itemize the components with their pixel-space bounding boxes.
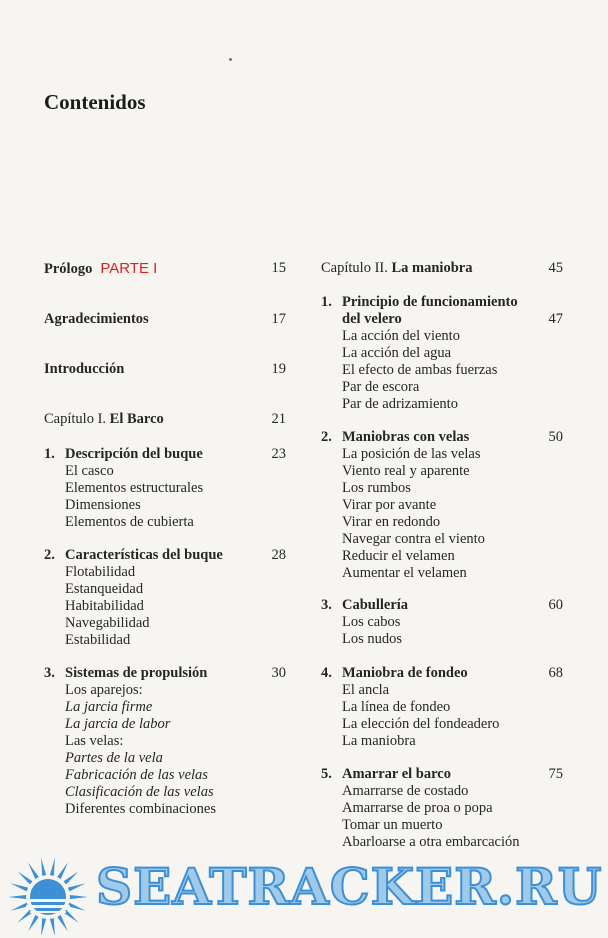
toc-entry	[44, 547, 286, 649]
subsection-item: Navegabilidad	[65, 615, 150, 631]
section-heading	[321, 429, 563, 446]
section-title: Características del buque	[65, 547, 223, 563]
subsection-item: Flotabilidad	[65, 564, 136, 580]
subsection-item: La elección del fondeadero	[342, 716, 500, 732]
subsection-item: Elementos de cubierta	[65, 514, 194, 530]
section-number: 3.	[321, 597, 332, 613]
section-number: 2.	[321, 429, 332, 445]
toc-entry	[44, 311, 286, 328]
sun-ray	[68, 883, 86, 891]
page-number: 30	[271, 665, 286, 681]
section-number: 3.	[44, 665, 55, 681]
section-number: 2.	[44, 547, 55, 563]
watermark	[0, 843, 608, 938]
subsection-item: Par de adrizamiento	[342, 396, 458, 412]
section-title: Sistemas de propulsión	[65, 665, 208, 681]
section-heading	[321, 294, 563, 311]
subsection-item: Dimensiones	[65, 497, 141, 513]
section-title: Cabullería	[342, 597, 409, 613]
subsection-item: Clasificación de las velas	[65, 784, 214, 800]
section-number: 1.	[44, 446, 55, 462]
subsection-item: Reducir el velamen	[342, 548, 455, 564]
subsection-item: Estanqueidad	[65, 581, 144, 597]
subsection-item: Aumentar el velamen	[342, 565, 467, 581]
section-heading	[321, 665, 563, 682]
chapter-heading	[44, 411, 286, 428]
sun-ray	[10, 883, 28, 891]
watermark-text: SEATRACKER.RU	[96, 857, 603, 916]
page-number: 60	[548, 597, 563, 613]
subsection-item: La acción del agua	[342, 345, 452, 361]
toc-entry	[44, 411, 286, 428]
toc-entry	[321, 429, 563, 582]
toc-entry	[321, 260, 563, 277]
toc-entry	[321, 665, 563, 750]
section-title: Principio de funcionamiento	[342, 294, 518, 310]
sun-ray	[8, 895, 26, 899]
section-heading	[321, 311, 563, 328]
section-heading	[321, 766, 563, 783]
sun-ray	[41, 918, 46, 935]
sun-ray	[50, 858, 55, 876]
sun-ray	[70, 895, 88, 899]
subsection-item: Tomar un muerto	[342, 817, 443, 833]
sun-ray	[28, 862, 39, 879]
subsection-item: Par de escora	[342, 379, 420, 395]
subsection-item: Habitabilidad	[65, 598, 144, 614]
subsection-item: Virar en redondo	[342, 514, 441, 530]
toc-entry	[321, 294, 563, 413]
sun-ray	[17, 871, 32, 884]
section-number: 4.	[321, 665, 332, 681]
toc-entry	[44, 446, 286, 531]
section-heading	[44, 446, 286, 463]
subsection-item: Partes de la vela	[65, 750, 163, 766]
toc-entry	[44, 361, 286, 378]
sun-ray	[50, 918, 55, 935]
subsection-item: Elementos estructurales	[65, 480, 204, 496]
chapter-prefix: Capítulo I.	[44, 411, 110, 427]
subsection-item: La acción del viento	[342, 328, 460, 344]
subsection-item: Amarrarse de proa o popa	[342, 800, 493, 816]
subsection-item: Diferentes combinaciones	[65, 801, 216, 817]
page-number: 50	[548, 429, 563, 445]
page-number: 75	[548, 766, 563, 782]
subsection-item: El efecto de ambas fuerzas	[342, 362, 498, 378]
section-title: del velero	[342, 311, 402, 327]
subsection-item: Los aparejos:	[65, 682, 143, 698]
section-number: 1.	[321, 294, 332, 310]
section-heading	[44, 665, 286, 682]
parte-label: PARTE I	[100, 260, 158, 277]
toc-header	[44, 361, 286, 378]
toc-entry	[44, 260, 286, 277]
toc-header	[44, 260, 286, 277]
toc-entry	[44, 665, 286, 818]
subsection-item: El ancla	[342, 682, 390, 698]
subsection-item: La posición de las velas	[342, 446, 481, 462]
page-number: 47	[548, 311, 563, 327]
section-title: Descripción del buque	[65, 446, 203, 462]
subsection-item: La jarcia de labor	[65, 716, 171, 732]
toc-header-title: Introducción	[44, 361, 125, 377]
sun-ray	[64, 871, 79, 884]
section-title: Maniobra de fondeo	[342, 665, 468, 681]
subsection-item: Abarloarse a otra embarcación	[342, 834, 520, 850]
page-number: 15	[271, 260, 286, 276]
page-number: 68	[548, 665, 563, 681]
sun-ray	[28, 915, 39, 932]
sun-ray	[41, 858, 46, 876]
chapter-name: La maniobra	[391, 260, 473, 276]
subsection-item: Fabricación de las velas	[65, 767, 208, 783]
section-heading	[321, 597, 563, 614]
toc-header-title: Prólogo	[44, 261, 93, 277]
toc-entry	[321, 597, 563, 648]
chapter-name: El Barco	[109, 411, 164, 427]
page-number: 45	[548, 260, 563, 276]
subsection-item: Estabilidad	[65, 632, 131, 648]
chapter-prefix: Capítulo II.	[321, 260, 392, 276]
section-heading	[44, 547, 286, 564]
subsection-item: Los rumbos	[342, 480, 411, 496]
page-number: 19	[271, 361, 286, 377]
toc-entry	[321, 766, 563, 851]
subsection-item: Los cabos	[342, 614, 401, 630]
subsection-item: La maniobra	[342, 733, 416, 749]
subsection-item: La jarcia firme	[65, 699, 153, 715]
sun-ray	[57, 915, 68, 932]
toc-header-title: Agradecimientos	[44, 311, 149, 327]
page-number: 17	[271, 311, 286, 327]
subsection-item: El casco	[65, 463, 114, 479]
subsection-item: Las velas:	[65, 733, 124, 749]
subsection-item: Virar por avante	[342, 497, 437, 513]
page-number: 28	[271, 547, 286, 563]
subsection-item: Amarrarse de costado	[342, 783, 469, 799]
subsection-item: Navegar contra el viento	[342, 531, 485, 547]
sun-ray	[68, 903, 86, 911]
sun-ray	[57, 862, 68, 879]
toc-header	[44, 311, 286, 328]
section-title: Amarrar el barco	[342, 766, 451, 782]
subsection-item: La línea de fondeo	[342, 699, 451, 715]
subsection-item: Viento real y aparente	[342, 463, 470, 479]
section-number: 5.	[321, 766, 332, 782]
page-number: 23	[271, 446, 286, 462]
section-title: Maniobras con velas	[342, 429, 470, 445]
paper-speck	[229, 58, 232, 61]
subsection-item: Los nudos	[342, 631, 403, 647]
chapter-heading	[321, 260, 563, 277]
sun-icon	[4, 851, 92, 935]
page-title: Contenidos	[44, 90, 146, 114]
sun-ray	[10, 903, 28, 911]
page-number: 21	[271, 411, 286, 427]
